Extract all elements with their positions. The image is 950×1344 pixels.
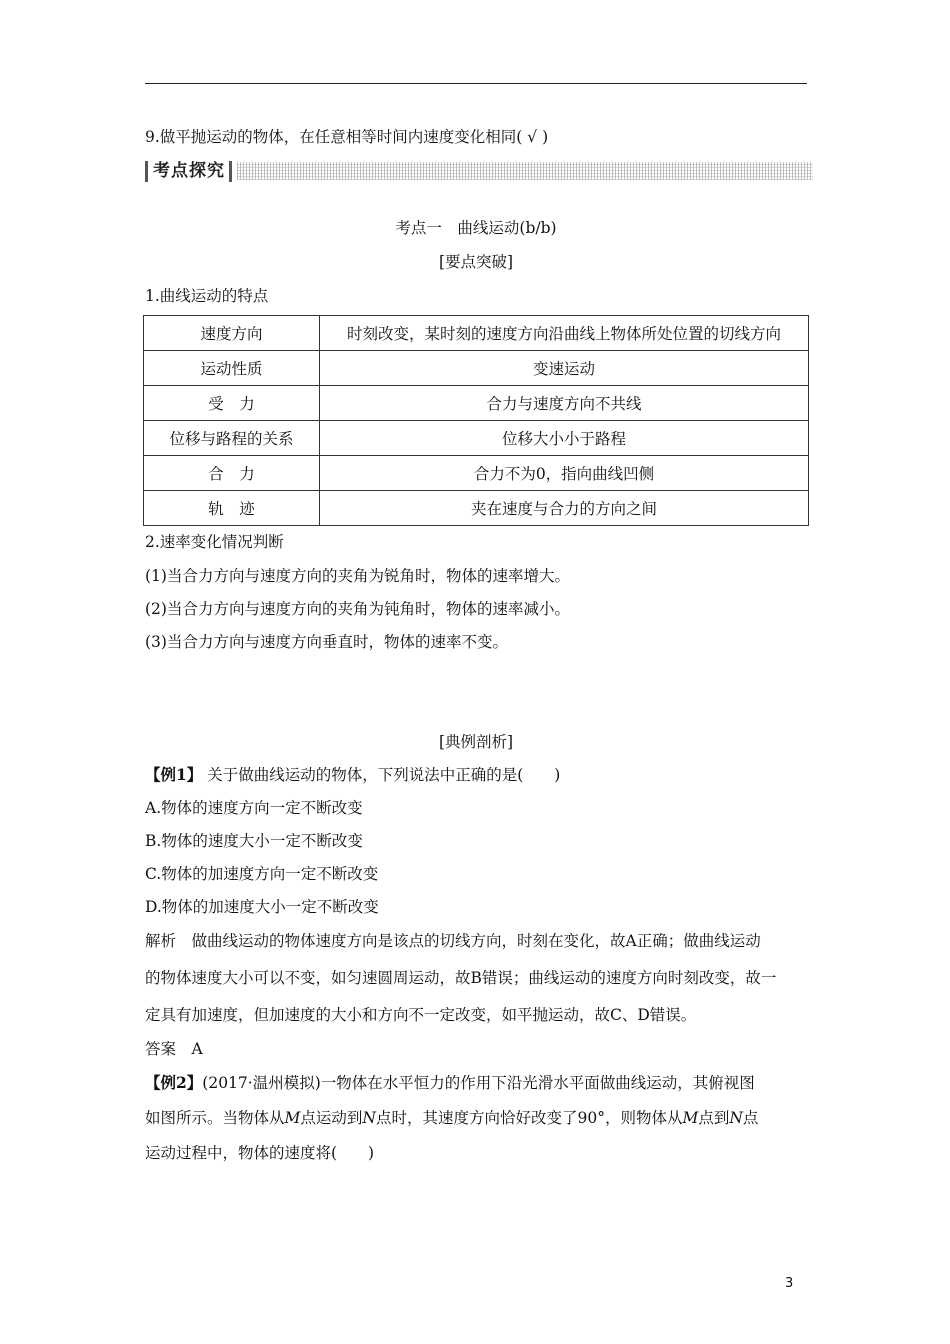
example-2-text: 点到: [698, 1109, 730, 1127]
item-9: 9.做平抛运动的物体，在任意相等时间内速度变化相同( √ ): [145, 128, 549, 146]
point-2-item: (2)当合力方向与速度方向的夹角为钝角时，物体的速率减小。: [145, 600, 570, 618]
example-2-tag: 【例2】: [145, 1073, 203, 1092]
point-n-label: N: [729, 1109, 743, 1127]
table-row: [144, 491, 809, 526]
point-1-title: 1.曲线运动的特点: [145, 287, 269, 305]
subsection-examples: [典例剖析]: [438, 733, 514, 751]
banner-left-bar: [145, 161, 148, 182]
example-2-text: 如图所示。当物体从: [145, 1109, 285, 1127]
example-2-text: 点: [742, 1109, 759, 1127]
point-2-title: 2.速率变化情况判断: [145, 533, 284, 551]
table-row: [144, 351, 809, 386]
subsection-key-points: [要点突破]: [438, 253, 514, 271]
example-1-option-a: A.物体的速度方向一定不断改变: [145, 799, 363, 817]
table-cell-value: 夹在速度与合力的方向之间: [320, 491, 809, 526]
table-row: [144, 456, 809, 491]
example-1-analysis-line: 的物体速度大小可以不变，如匀速圆周运动，故B错误；曲线运动的速度方向时刻改变，故一: [145, 969, 777, 987]
example-2-text: 点运动到: [300, 1109, 363, 1127]
table-cell-value: 位移大小小于路程: [320, 421, 809, 456]
section-banner: [145, 159, 813, 183]
table-row: [144, 316, 809, 351]
table-cell-value: 合力与速度方向不共线: [320, 386, 809, 421]
point-2-item: (1)当合力方向与速度方向的夹角为锐角时，物体的速率增大。: [145, 567, 570, 585]
table-cell-label: 轨 迹: [144, 491, 320, 526]
example-1-analysis-line: 定具有加速度，但加速度的大小和方向不一定改变，如平抛运动，故C、D错误。: [145, 1006, 697, 1024]
point-2-item: (3)当合力方向与速度方向垂直时，物体的速率不变。: [145, 633, 508, 651]
table-row: [144, 386, 809, 421]
example-2-text: 点时，其速度方向恰好改变了90°，则物体从: [375, 1109, 683, 1127]
table-cell-label: 速度方向: [144, 316, 320, 351]
page-number: 3: [785, 1276, 794, 1291]
table-cell-value: 时刻改变，某时刻的速度方向沿曲线上物体所处位置的切线方向: [320, 316, 809, 351]
example-1-question-text: 关于做曲线运动的物体，下列说法中正确的是( ): [202, 766, 561, 784]
table-cell-label: 位移与路程的关系: [144, 421, 320, 456]
table-cell-label: 受 力: [144, 386, 320, 421]
example-1-option-d: D.物体的加速度大小一定不断改变: [145, 898, 379, 916]
topic-title: 考点一 曲线运动(b/b): [395, 219, 557, 237]
table-cell-label: 合 力: [144, 456, 320, 491]
example-1-question: [145, 765, 560, 785]
example-2-line: [145, 1073, 755, 1093]
example-2-text: (2017·温州模拟)一物体在水平恒力的作用下沿光滑水平面做曲线运动，其俯视图: [202, 1074, 755, 1092]
header-rule: [145, 83, 807, 84]
example-1-option-b: B.物体的速度大小一定不断改变: [145, 832, 363, 850]
example-1-answer: 答案 A: [145, 1040, 203, 1058]
example-1-analysis-line: 解析 做曲线运动的物体速度方向是该点的切线方向，时刻在变化，故A正确；做曲线运动: [145, 932, 761, 950]
banner-hatch-pattern: [237, 162, 813, 180]
example-1-tag: 【例1】: [145, 765, 203, 784]
example-1-option-c: C.物体的加速度方向一定不断改变: [145, 865, 379, 883]
table-cell-label: 运动性质: [144, 351, 320, 386]
point-m-label: M: [284, 1109, 301, 1127]
point-n-label: N: [362, 1109, 376, 1127]
point-m-label: M: [682, 1109, 699, 1127]
features-table: [143, 315, 809, 526]
table-cell-value: 合力不为0，指向曲线凹侧: [320, 456, 809, 491]
example-2-line: [145, 1108, 758, 1128]
example-2-line: 运动过程中，物体的速度将( ): [145, 1144, 375, 1162]
table-row: [144, 421, 809, 456]
table-cell-value: 变速运动: [320, 351, 809, 386]
section-banner-title: 考点探究: [153, 161, 225, 181]
banner-right-bar: [229, 161, 232, 182]
